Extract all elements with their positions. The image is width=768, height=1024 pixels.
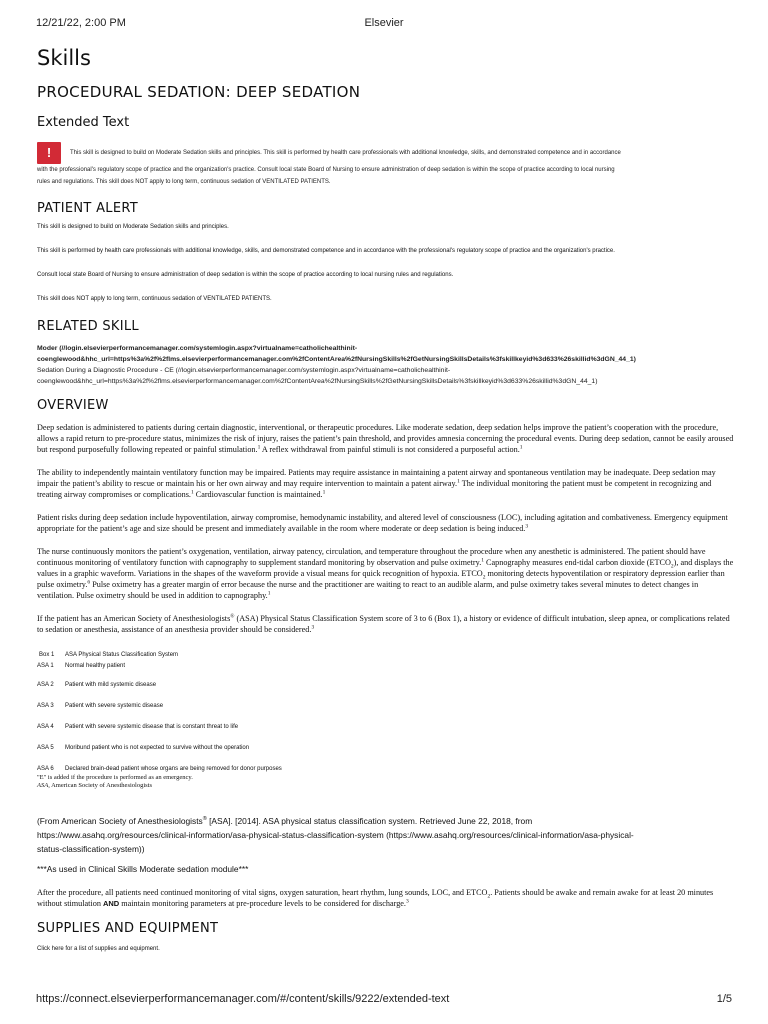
patient-alert-item: Consult local state Board of Nursing to ensure administration of deep sedation is within the scope of practice according to local nursing rules and regulations. <box>37 272 454 278</box>
patient-alert-item: This skill is performed by health care professionals with additional knowledge, skills, and demonstrated competence and in accordance with the professional's regulatory scope of practice and the organization's practice. <box>37 248 615 254</box>
table-row: ASA 1 Normal healthy patient <box>37 663 126 669</box>
related-skill-link[interactable]: coenglewood&hhc_url=https%3a%2f%2flms.elsevierperformancemanager.com%2fContentArea%2fNursingSkills%2fGetNursingSkillsDetails%3fskillkeyid%3d633%26skillid%3dGN_44_1) <box>37 356 636 363</box>
overview-paragraph: The nurse continuously monitors the patient’s oxygenation, ventilation, airway patency, circulation, and temperature throughout the procedure when any anesthetic is administered. The patient should have continuous monitoring of ventilatory function with capnography to supplement standard monitoring by observation and pulse oximetry.$^1$ Capnography measures end-tidal carbon dioxide $(ETCO_2)$, and displays the values in a graphic waveform. Variations in the shapes of the waveform provide a visual means for quick recognition of hypoxia. $ETCO_2$ monitoring detects hypoventilation or respiratory depression earlier than pulse oximetry.$^6$ Pulse oximetry has a greater margin of error because the nurse and the practitioner are waiting to react to an audible alarm, and pulse oximetry takes several minutes to detect changes in ventilation. Pulse oximetry should be used in addition to capnography.$^1$ <box>37 547 734 600</box>
related-skill-heading: RELATED SKILL <box>37 319 139 334</box>
section-label: Skills <box>37 46 91 70</box>
citation-link[interactable]: https://www.asahq.org/resources/clinical-information/asa-physical-status-classification-system (https://www.asahq.org/resources/clinical-information/asa-physical- <box>37 830 634 840</box>
print-site-name: Elsevier <box>364 17 404 29</box>
supplies-heading: SUPPLIES AND EQUIPMENT <box>37 921 219 936</box>
patient-alert-heading: PATIENT ALERT <box>37 201 138 216</box>
related-skill-link[interactable]: coenglewood&hhc_url=https%3a%2f%2flms.elsevierperformancemanager.com%2fContentArea%2fNursingSkills%2fGetNursingSkillsDetails%3fskillkeyid%3d633%26skillid%3dGN_44_1) <box>37 378 598 385</box>
module-note: ***As used in Clinical Skills Moderate sedation module*** <box>37 864 249 874</box>
supplies-link[interactable]: Click here for a list of supplies and equipment. <box>37 946 160 952</box>
alert-text <box>37 140 737 187</box>
related-skill-link[interactable]: Moder (//login.elsevierperformancemanager.com/systemlogin.aspx?virtualname=catholichealthinit- <box>37 345 358 352</box>
box-title: ASA Physical Status Classification System <box>65 652 179 658</box>
table-row: ASA 5 Moribund patient who is not expected to survive without the operation <box>37 745 250 751</box>
patient-alert-list <box>37 223 737 304</box>
article <box>37 44 737 954</box>
print-timestamp: 12/21/22, 2:00 PM <box>36 17 126 29</box>
page-number: 1/5 <box>716 993 732 1005</box>
citation <box>37 814 737 856</box>
box-label: Box 1 <box>39 652 55 658</box>
print-footer <box>36 993 732 1007</box>
table-row: ASA 6 Declared brain-dead patient whose organs are being removed for donor purposes <box>37 766 282 772</box>
alert-text-line: This skill is designed to build on Moderate Sedation skills and principles. This skill is performed by health care professionals with additional knowledge, skills, and demonstrated competence and in accordance <box>70 150 621 156</box>
alert-text-line: with the professional's regulatory scope of practice and the organization's practice. Consult local state Board of Nursing to ensure administration of deep sedation is within the scope of practice according to local nursing <box>37 167 615 173</box>
citation-line: (From American Society of Anesthesiologists® [ASA]. [2014]. ASA physical status classification system. Retrieved June 22, 2018, from <box>37 816 533 826</box>
table-row: ASA 2 Patient with mild systemic disease <box>37 682 157 688</box>
after-procedure-paragraph: After the procedure, all patients need continued monitoring of vital signs, oxygen saturation, heart rhythm, lung sounds, LOC, and $ETCO_2$. Patients should be awake and remain awake for at least 20 minutes without stimulation AND maintain monitoring parameters at pre-procedure levels to be considered for discharge.$^3$ <box>37 888 714 908</box>
box-footnote: ASA, American Society of Anesthesiologists <box>37 782 153 789</box>
alert-icon: ! <box>37 142 61 164</box>
table-row: ASA 4 Patient with severe systemic disease that is constant threat to life <box>37 724 239 730</box>
box-footnote: "E" is added if the procedure is performed as an emergency. <box>37 774 193 781</box>
asa-classification-box <box>37 651 737 790</box>
page-title: PROCEDURAL SEDATION: DEEP SEDATION <box>37 83 361 101</box>
overview-paragraph: Patient risks during deep sedation include hypoventilation, airway compromise, hemodynamic instability, and altered level of consciousness (LOC), including agitation and combativeness. Emergency equipment appropriate for the patient’s age and size should be present and immediately available in the room where moderate or deep sedation is being induced.$^3$ <box>37 513 728 533</box>
table-row: ASA 3 Patient with severe systemic disease <box>37 703 164 709</box>
patient-alert-item: This skill does NOT apply to long term, continuous sedation of VENTILATED PATIENTS. <box>37 296 272 302</box>
box-header <box>37 651 737 660</box>
overview-paragraph: The ability to independently maintain ventilatory function may be impaired. Patients may require assistance in maintaining a patent airway and spontaneous ventilation may be inadequate. Deep sedation may impair the patient’s ability to rescue or maintain his or her own airway and may require intervention to maintain a patent airway.$^1$ The individual monitoring the patient must be competent in recognizing and treating airway compromises or complications.$^1$ Cardiovascular function is maintained.$^1$ <box>37 468 716 499</box>
related-skill-links <box>37 343 737 387</box>
print-url: https://connect.elsevierperformancemanager.com/#/content/skills/9222/extended-text <box>36 993 450 1005</box>
extended-text-heading: Extended Text <box>37 115 130 130</box>
alert-box <box>37 140 737 190</box>
print-header <box>36 17 732 31</box>
citation-link[interactable]: status-classification-system)) <box>37 844 145 854</box>
overview-heading: OVERVIEW <box>37 398 109 413</box>
overview-paragraph: If the patient has an American Society of Anesthesiologists® (ASA) Physical Status Classification System score of 3 to 6 (Box 1), a history or evidence of difficult intubation, sleep apnea, or complications related to sedation or anesthesia, assistance of an anesthesia provider should be considered.$^3$ <box>37 613 730 634</box>
overview-paragraph: Deep sedation is administered to patients during certain diagnostic, interventional, or therapeutic procedures. Like moderate sedation, deep sedation helps improve the patient’s cooperation with the procedure, allows a rapid return to pre-procedure status, minimizes the risk of injury, raises the patient’s pain threshold, and provides amnesia concerning the procedural events. During deep sedation, cannot be easily aroused but respond purposefully following repeated or painful stimulation.$^1$ A reflex withdrawal from painful stimuli is not considered a purposeful action.$^1$ <box>37 423 734 454</box>
alert-text-line: rules and regulations. This skill does NOT apply to long term, continuous sedation of VENTILATED PATIENTS. <box>37 179 331 185</box>
related-skill-link[interactable]: Sedation During a Diagnostic Procedure - CE (//login.elsevierperformancemanager.com/systemlogin.aspx?virtualname=catholichealthinit- <box>37 367 451 374</box>
patient-alert-item: This skill is designed to build on Moderate Sedation skills and principles. <box>37 224 229 230</box>
overview-body <box>37 422 737 635</box>
